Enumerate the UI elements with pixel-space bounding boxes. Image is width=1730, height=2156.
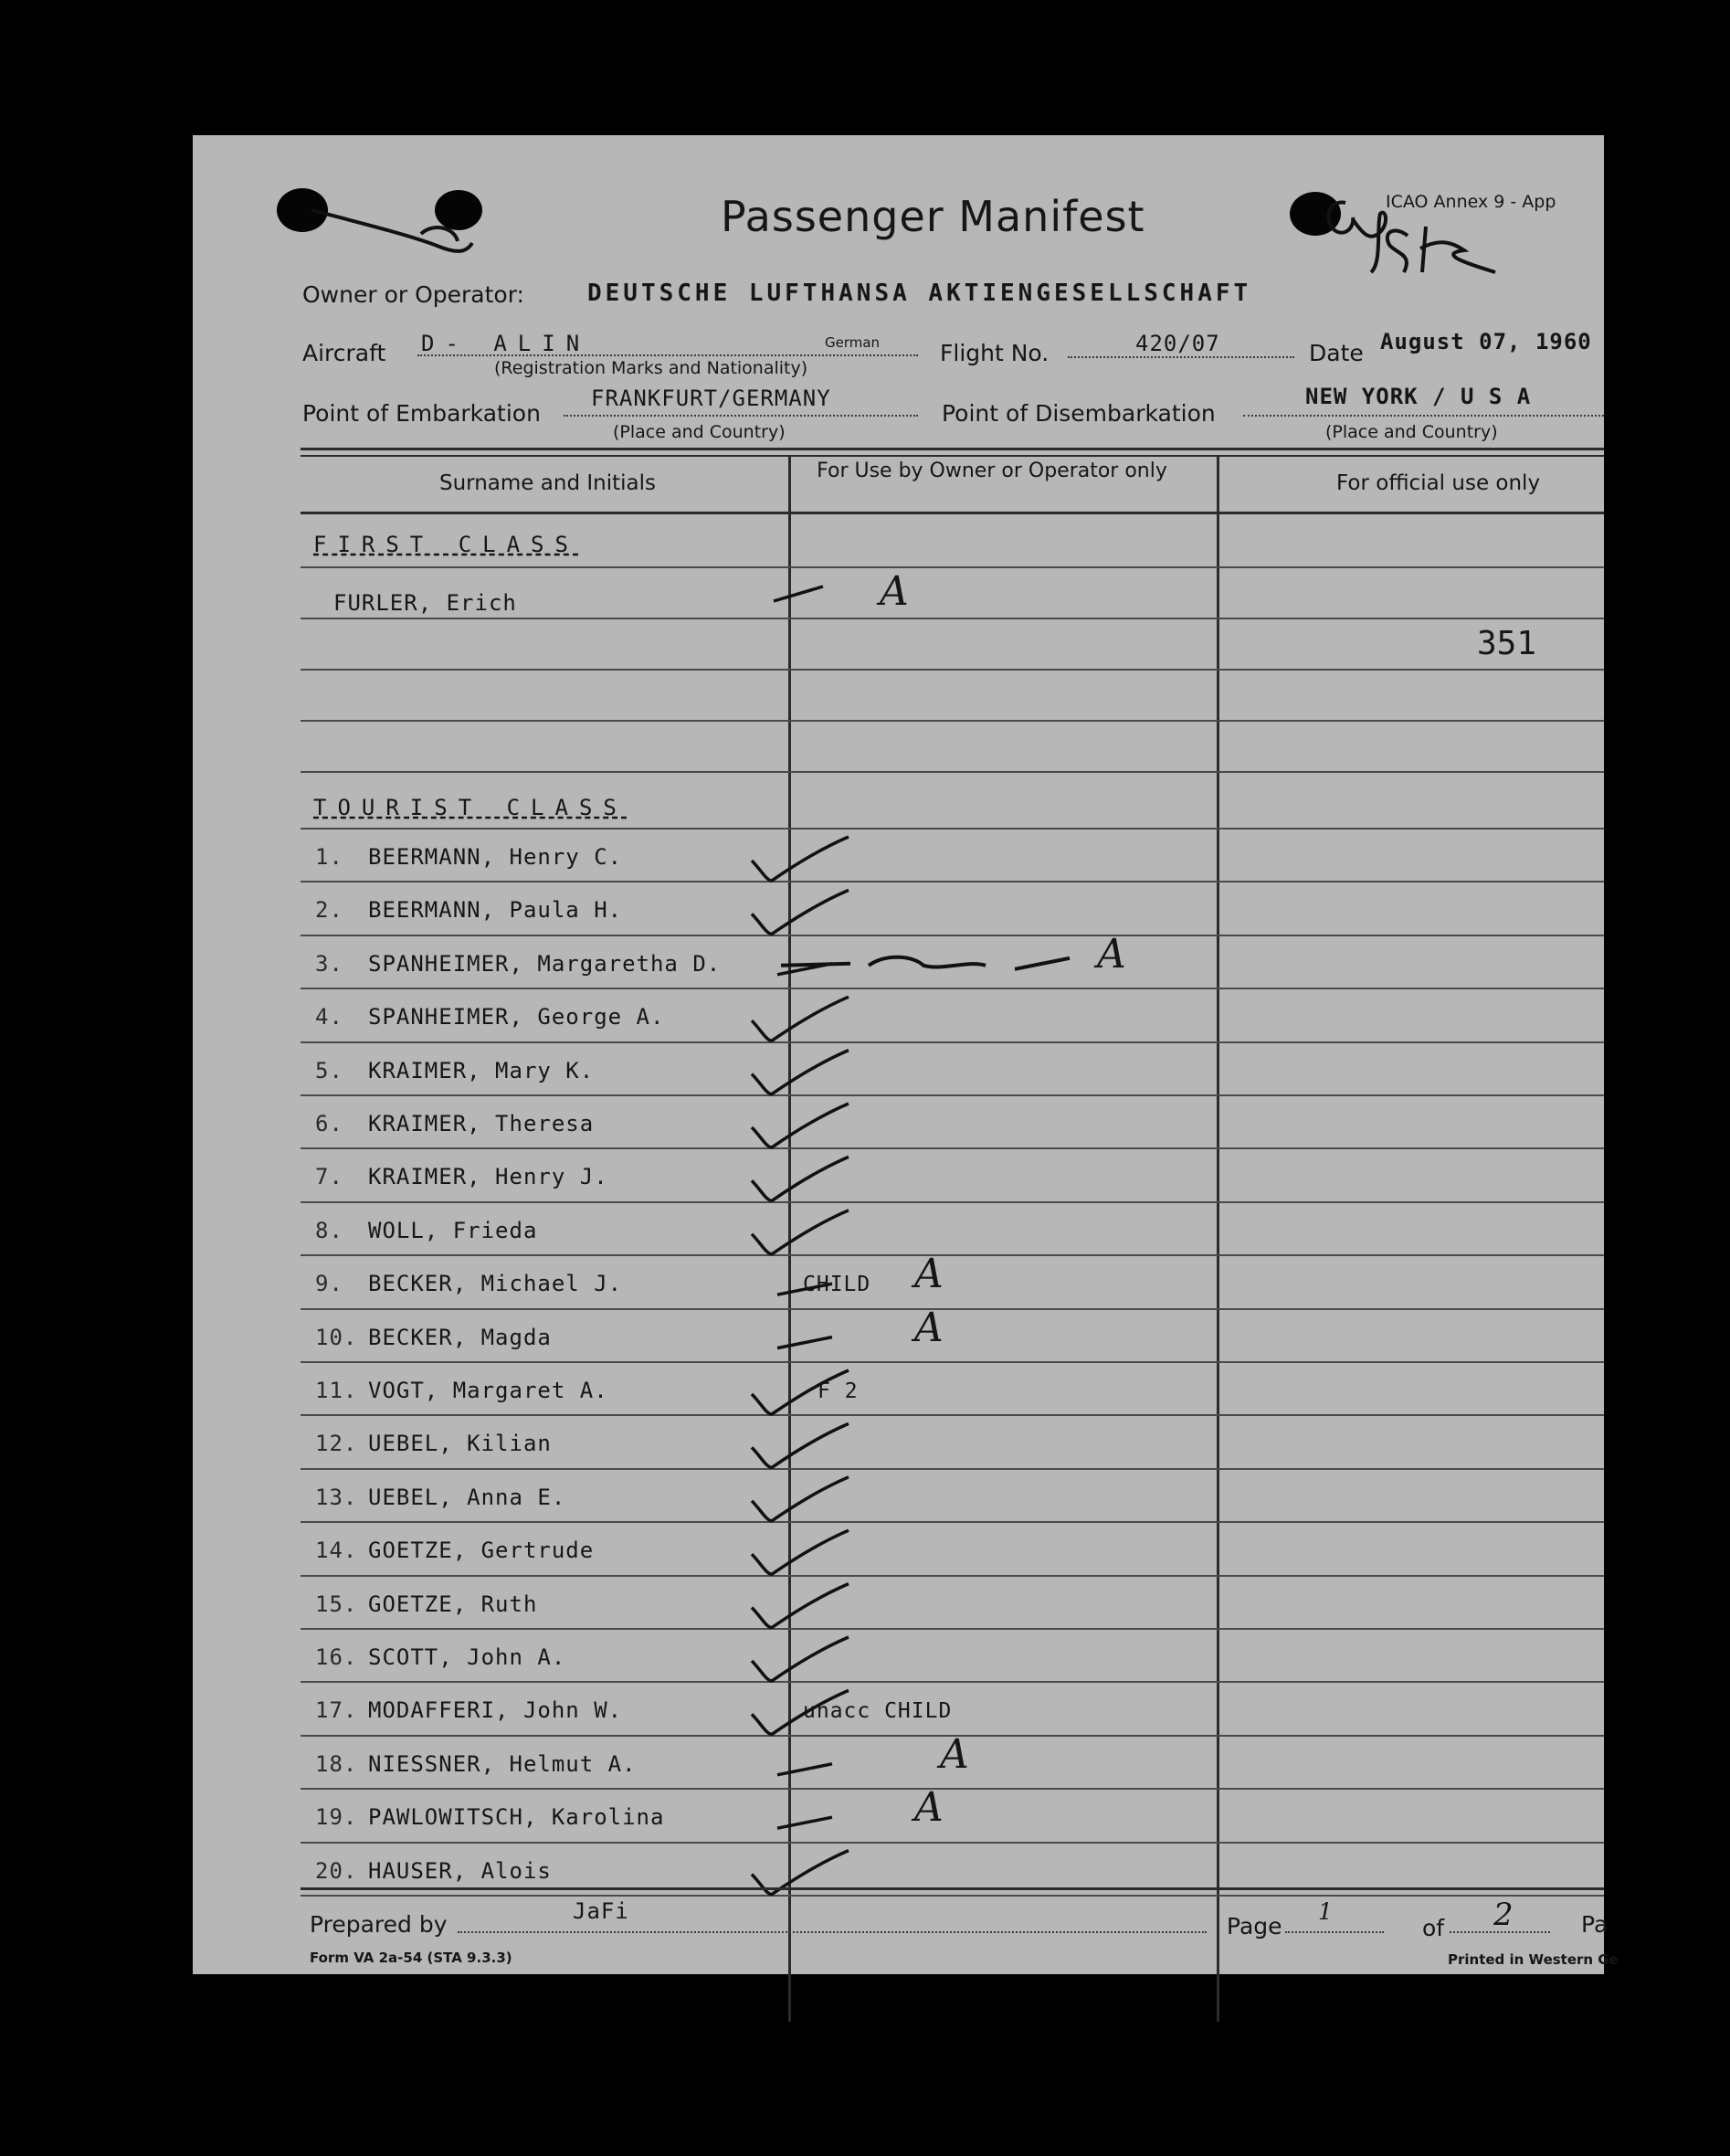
check-mark [752, 1530, 849, 1574]
disembarkation-caption: (Place and Country) [1325, 422, 1498, 442]
embarkation-label: Point of Embarkation [302, 400, 541, 427]
prepared-by-label: Prepared by [310, 1911, 448, 1938]
aircraft-nationality: German [825, 334, 881, 351]
date-value: August 07, 1960 [1380, 329, 1592, 354]
check-mark [752, 1157, 849, 1200]
passenger-name: UEBEL, Kilian [368, 1431, 552, 1456]
passenger-number: 11. [315, 1378, 358, 1403]
check-marks [193, 135, 1604, 1974]
passenger-number: 9. [315, 1271, 343, 1296]
printed-in: Printed in Western Ge [1448, 1951, 1619, 1968]
typed-note: F 2 [818, 1379, 859, 1403]
check-mark [752, 1584, 849, 1628]
passenger-number: 7. [315, 1164, 343, 1189]
passenger-name: GOETZE, Ruth [368, 1591, 538, 1617]
passenger-name: FURLER, Erich [333, 590, 517, 616]
date-label: Date [1309, 340, 1364, 366]
prepared-by-value: JaFi [573, 1898, 629, 1924]
passenger-name: PAWLOWITSCH, Karolina [368, 1804, 665, 1830]
handwritten-annotation: A [1097, 931, 1126, 978]
check-mark [752, 1477, 849, 1521]
page-label: Page [1227, 1913, 1282, 1939]
flight-value: 420/07 [1135, 331, 1220, 356]
passenger-name: VOGT, Margaret A. [368, 1378, 608, 1403]
of-value: 2 [1493, 1897, 1514, 1933]
passenger-number: 10. [315, 1325, 358, 1350]
handwritten-annotation: A [914, 1784, 944, 1831]
passenger-number: 12. [315, 1431, 358, 1456]
passenger-number: 5. [315, 1058, 343, 1083]
typed-note: CHILD [803, 1273, 871, 1296]
handwritten-annotation: A [914, 1305, 944, 1351]
passenger-name: KRAIMER, Mary K. [368, 1058, 595, 1083]
column-header-owner-text: For Use by Owner or Operator only [817, 460, 1167, 482]
column-header-official: For official use only [1336, 471, 1541, 495]
embarkation-value: FRANKFURT/GERMANY [591, 386, 831, 411]
page-suffix: Pa [1581, 1911, 1609, 1938]
check-mark [752, 1423, 849, 1467]
check-mark [752, 1104, 849, 1147]
dash-mark [777, 1284, 832, 1295]
owner-value: DEUTSCHE LUFTHANSA AKTIENGESELLSCHAFT [587, 280, 1252, 307]
passenger-name: WOLL, Frieda [368, 1218, 538, 1243]
icao-reference: ICAO Annex 9 - App [1386, 192, 1556, 212]
first-class-annotation: A [880, 568, 909, 615]
column-header-surname: Surname and Initials [439, 471, 656, 495]
dash-mark [777, 1337, 832, 1348]
first-class-heading: FIRST CLASS [313, 532, 579, 557]
passenger-name: MODAFFERI, John W. [368, 1697, 623, 1723]
form-title: Passenger Manifest [721, 192, 1145, 241]
page-value: 1 [1318, 1898, 1333, 1925]
passenger-number: 8. [315, 1218, 343, 1243]
check-mark [752, 1690, 849, 1734]
passenger-name: SCOTT, John A. [368, 1644, 566, 1670]
footer-rule [301, 1887, 1604, 1890]
passenger-name: BEERMANN, Paula H. [368, 897, 623, 923]
passenger-name: BEERMANN, Henry C. [368, 844, 623, 870]
passenger-name: BECKER, Michael J. [368, 1271, 623, 1296]
disembarkation-value: NEW YORK / U S A [1305, 384, 1532, 409]
passenger-name: SPANHEIMER, George A. [368, 1004, 665, 1030]
passenger-name: KRAIMER, Henry J. [368, 1164, 608, 1189]
disembarkation-label: Point of Disembarkation [942, 400, 1216, 427]
passenger-number: 17. [315, 1697, 358, 1723]
tourist-class-heading: TOURIST CLASS [313, 795, 628, 820]
check-mark [752, 1051, 849, 1094]
passenger-name: BECKER, Magda [368, 1325, 552, 1350]
passenger-name: KRAIMER, Theresa [368, 1111, 595, 1136]
check-mark [752, 997, 849, 1041]
handwritten-annotation: A [940, 1731, 969, 1778]
official-number: 351 [1477, 625, 1537, 662]
passenger-number: 15. [315, 1591, 358, 1617]
passenger-number: 1. [315, 844, 343, 870]
check-mark [752, 890, 849, 934]
dash-mark [777, 1764, 832, 1775]
passenger-number: 20. [315, 1858, 358, 1884]
check-mark [752, 1210, 849, 1254]
check-mark [752, 837, 849, 881]
typed-note: unacc CHILD [803, 1699, 953, 1723]
check-mark [752, 1370, 849, 1414]
aircraft-value: D- ALIN [421, 331, 591, 356]
passenger-number: 18. [315, 1751, 358, 1777]
embarkation-caption: (Place and Country) [613, 422, 786, 442]
form-code: Form VA 2a-54 (STA 9.3.3) [310, 1950, 512, 1966]
passenger-number: 6. [315, 1111, 343, 1136]
dash-mark [774, 587, 823, 601]
passenger-number: 4. [315, 1004, 343, 1030]
passenger-number: 14. [315, 1538, 358, 1563]
check-mark [752, 1637, 849, 1681]
passenger-name: NIESSNER, Helmut A. [368, 1751, 637, 1777]
dash-mark [777, 1817, 832, 1828]
passenger-number: 19. [315, 1804, 358, 1830]
passenger-number: 3. [315, 951, 343, 977]
crossed-out-mark [781, 957, 1070, 969]
handwritten-annotation: A [914, 1251, 944, 1297]
flight-label: Flight No. [940, 340, 1050, 366]
passenger-number: 2. [315, 897, 343, 923]
passenger-number: 16. [315, 1644, 358, 1670]
owner-label: Owner or Operator: [302, 281, 524, 308]
aircraft-label: Aircraft [302, 340, 386, 366]
passenger-name: HAUSER, Alois [368, 1858, 552, 1884]
passenger-number: 13. [315, 1485, 358, 1510]
aircraft-caption: (Registration Marks and Nationality) [494, 358, 808, 378]
passenger-name: UEBEL, Anna E. [368, 1485, 566, 1510]
of-label: of [1422, 1915, 1445, 1941]
manifest-page [193, 135, 1619, 1974]
passenger-name: SPANHEIMER, Margaretha D. [368, 951, 722, 977]
passenger-name: GOETZE, Gertrude [368, 1538, 595, 1563]
